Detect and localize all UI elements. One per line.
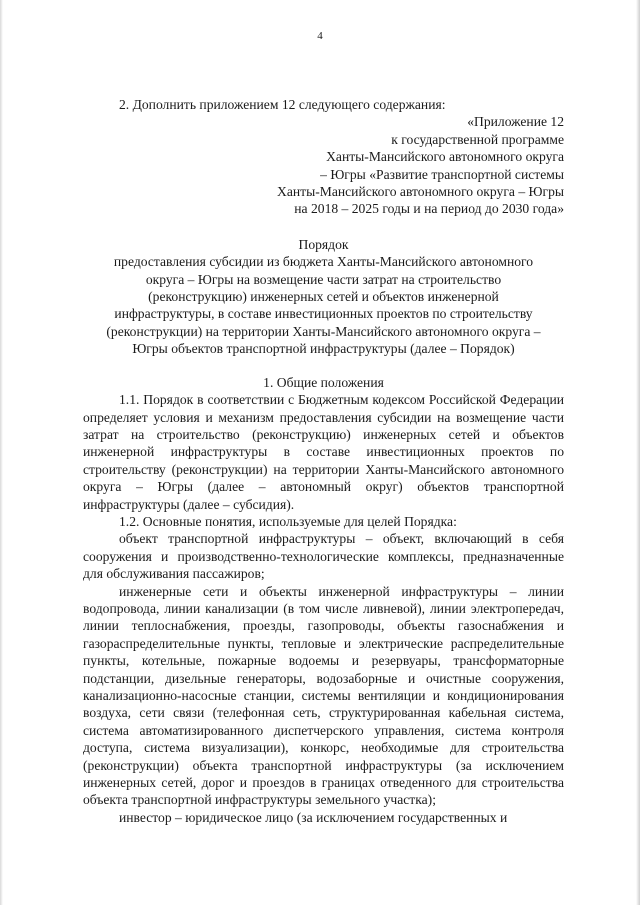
appendix-header-line: – Югры «Развитие транспортной системы	[320, 166, 564, 182]
appendix-header-line: к государственной программе	[391, 131, 564, 147]
appendix-header-line: на 2018 – 2025 годы и на период до 2030 года»	[294, 201, 564, 217]
definition-investor: инвестор – юридическое лицо (за исключением государственных и	[119, 809, 508, 825]
appendix-header-line: Ханты-Мансийского автономного округа	[326, 149, 564, 165]
section-heading: 1. Общие положения	[263, 374, 384, 390]
document-title	[83, 236, 564, 358]
title-line: Порядок	[298, 236, 349, 252]
title-line: (реконструкции) на территории Ханты-Мансийского автономного округа –	[106, 323, 541, 339]
scan-edge-right	[636, 0, 640, 905]
amendment-line: 2. Дополнить приложением 12 следующего содержания:	[119, 97, 446, 112]
page-number: 4	[317, 30, 323, 42]
appendix-header-line: «Приложение 12	[467, 114, 564, 130]
document-body	[83, 96, 564, 826]
title-line: предоставления субсидии из бюджета Ханты-Мансийского автономного	[113, 254, 534, 270]
title-line: (реконструкцию) инженерных сетей и объектов инженерной	[148, 289, 499, 305]
title-line: Югры объектов транспортной инфраструктуры (далее – Порядок)	[132, 341, 515, 357]
paragraph-1-1: 1.1. Порядок в соответствии с Бюджетным кодексом Российской Федерации определяет условия и механизм предоставления субсидии на возмещение части затрат на строительство (реконструкцию) инженерных сетей и объектов инженерной инфраструктуры в составе инвестиционных проектов по строительству (реконструкции) на территории Ханты-Мансийского автономного округа – Югры (далее – автономный округ) объектов транспортной инфраструктуры (далее – субсидия).	[83, 392, 564, 512]
paragraph-1-2: 1.2. Основные понятия, используемые для целей Порядка:	[119, 513, 457, 529]
appendix-header-line: Ханты-Мансийского автономного округа – Югры	[277, 184, 564, 200]
title-line: округа – Югры на возмещение части затрат на строительство	[145, 271, 502, 287]
definition-transport-object: объект транспортной инфраструктуры – объект, включающий в себя сооружения и производственно-технологические комплексы, предназначенные для обслуживания пассажиров;	[83, 531, 564, 582]
appendix-header	[83, 113, 564, 217]
title-line: инфраструктуры, в составе инвестиционных проектов по строительству	[114, 306, 533, 322]
scan-edge-left	[0, 0, 3, 905]
definition-engineering-networks: инженерные сети и объекты инженерной инфраструктуры – линии водопровода, линии канализации (в том числе ливневой), линии электропередач, линии теплоснабжения, проезды, газопроводы, объекты газоснабжения и газораспределительные пункты, тепловые и электрические распределительные пункты, котельные, пожарные водоемы и резервуары, трансформаторные подстанции, дизельные генераторы, водозаборные и очистные сооружения, канализационно-насосные станции, системы вентиляции и кондиционирования воздуха, сети связи (телефонная сеть, структурированная кабельная система, система автоматизированного диспетчерского управления, система контроля доступа, система визуализации), конкорс, необходимые для строительства (реконструкции) объекта транспортной инфраструктуры (за исключением инженерных сетей, дорог и проездов в границах отведенного для строительства объекта транспортной инфраструктуры земельного участка);	[83, 583, 564, 808]
